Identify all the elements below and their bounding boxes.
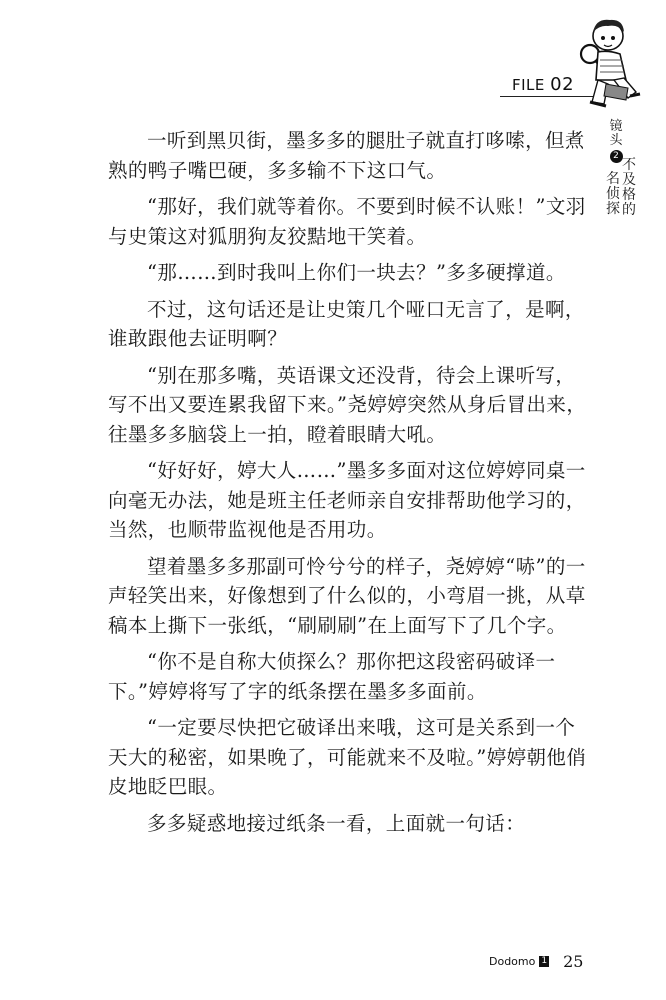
series-title-col-1: 名侦探 bbox=[606, 171, 620, 217]
paragraph: 望着墨多多那副可怜兮兮的样子，尧婷婷“哧”的一声轻笑出来，好像想到了什么似的，小弯眉一挑，从草稿本上撕下一张纸，“刷刷刷”在上面写下了几个字。 bbox=[108, 554, 586, 637]
file-label: FILE bbox=[512, 76, 545, 94]
paragraph: 多多疑惑地接过纸条一看，上面就一句话： bbox=[147, 811, 526, 835]
detective-mascot-illustration bbox=[578, 10, 650, 118]
file-header bbox=[512, 74, 574, 95]
page-number: 25 bbox=[563, 952, 584, 971]
series-title-col-2: 不及格的 bbox=[622, 157, 636, 218]
paragraph: 不过，这句话还是让史策几个哑口无言了，是啊，谁敢跟他去证明啊？ bbox=[108, 297, 585, 350]
paragraph: “别在那多嘴，英语课文还没背，待会上课听写，写不出又要连累我留下来。”尧婷婷突然从身后冒出来，往墨多多脑袋上一拍，瞪着眼睛大吼。 bbox=[108, 363, 587, 446]
story-body bbox=[108, 126, 588, 845]
paragraph: 一听到黑贝街，墨多多的腿肚子就直打哆嗦，但煮熟的鸭子嘴巴硬，多多输不下这口气。 bbox=[108, 129, 585, 182]
paragraph: “好好好，婷大人……”墨多多面对这位婷婷同桌一向毫无办法，她是班主任老师亲自安排帮助他学习的，当然，也顺带监视他是否用功。 bbox=[108, 459, 586, 541]
paragraph: “一定要尽快把它破译出来哦，这可是关系到一个天大的秘密，如果晚了，可能就来不及啦。”婷婷朝他俏皮地眨巴眼。 bbox=[108, 716, 587, 798]
footer-series-name: Dodomo bbox=[489, 955, 536, 968]
page-footer bbox=[489, 952, 583, 971]
paragraph: “那好，我们就等着你。不要到时候不认账！”文羽与史策这对狐朋狗友狡黠地干笑着。 bbox=[108, 195, 586, 248]
series-vertical-title bbox=[606, 158, 636, 218]
series-tag-text: 镜头 bbox=[609, 119, 623, 148]
paragraph: “你不是自称大侦探么？那你把这段密码破译一下。”婷婷将写了字的纸条摆在墨多多面前。 bbox=[108, 650, 556, 703]
file-number: 02 bbox=[550, 74, 575, 95]
paragraph: “那……到时我叫上你们一块去？”多多硬撑道。 bbox=[147, 261, 566, 284]
footer-volume-badge: 1 bbox=[541, 956, 548, 966]
series-number-badge: 2 bbox=[610, 150, 623, 163]
